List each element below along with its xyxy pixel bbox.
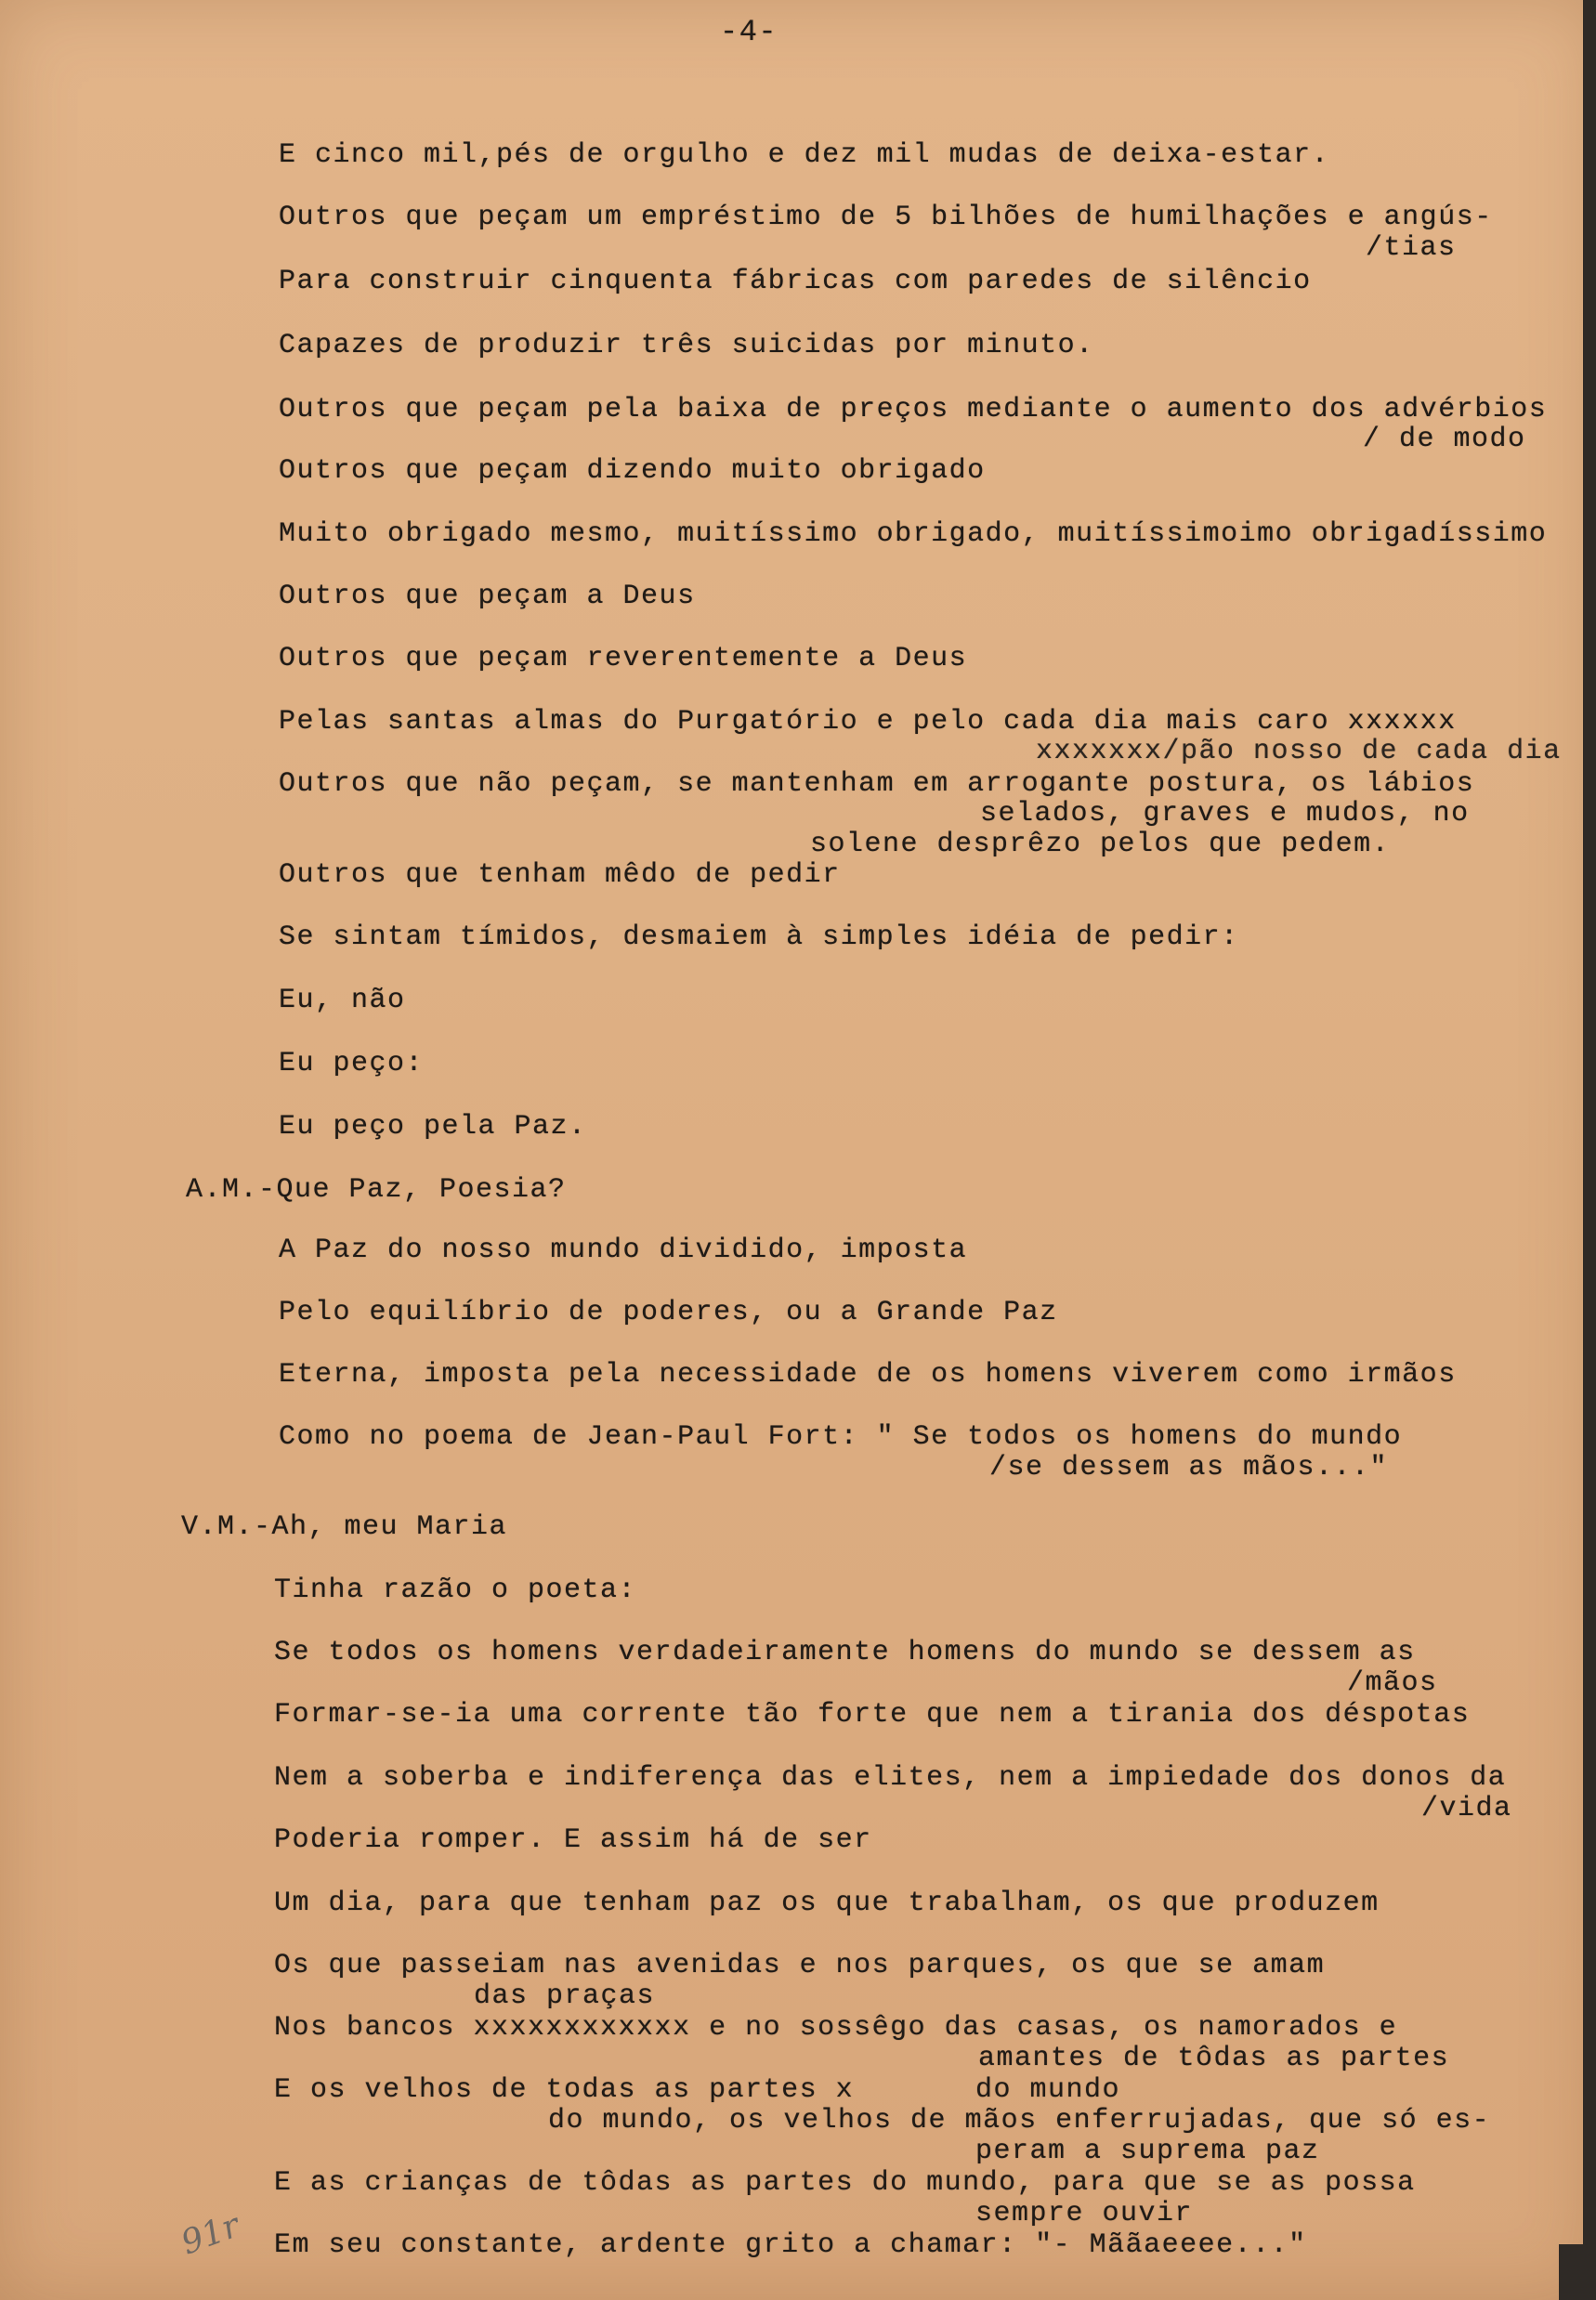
text-line: E os velhos de todas as partes x <box>274 2074 855 2106</box>
text-line: A Paz do nosso mundo dividido, imposta <box>279 1235 968 1266</box>
text-line-continuation: peram a suprema paz <box>975 2136 1320 2167</box>
text-line: Outros que peçam a Deus <box>279 581 696 612</box>
text-line: Capazes de produzir três suicidas por minuto. <box>279 330 1094 361</box>
text-line: Muito obrigado mesmo, muitíssimo obrigado, muitíssimoimo obrigadíssimo <box>279 518 1548 550</box>
text-line: E as crianças de tôdas as partes do mundo, para que se as possa <box>274 2167 1416 2199</box>
text-line: Eu, não <box>279 985 406 1016</box>
text-line: Outros que peçam dizendo muito obrigado <box>279 455 986 487</box>
text-line: Os que passeiam nas avenidas e nos parques, os que se amam <box>274 1950 1326 1981</box>
text-line: Eterna, imposta pela necessidade de os homens viverem como irmãos <box>279 1359 1457 1391</box>
text-line-continuation: do mundo, os velhos de mãos enferrujadas, que só es- <box>548 2105 1491 2137</box>
speaker-line: A.M.-Que Paz, Poesia? <box>186 1174 567 1206</box>
text-line: Como no poema de Jean-Paul Fort: " Se todos os homens do mundo <box>279 1421 1403 1453</box>
text-line-continuation: selados, graves e mudos, no <box>980 798 1470 830</box>
text-line-continuation: xxxxxxx/pão nosso de cada dia <box>1036 736 1562 767</box>
text-line: Poderia romper. E assim há de ser <box>274 1824 872 1856</box>
text-line: Outros que não peçam, se mantenham em arrogante postura, os lábios <box>279 768 1475 800</box>
text-line: Eu peço: <box>279 1048 425 1079</box>
text-line-continuation: /se dessem as mãos..." <box>989 1452 1389 1483</box>
text-line-insertion: do mundo <box>975 2074 1121 2106</box>
page-edge-shadow <box>1583 0 1596 2300</box>
text-line-continuation: /vida <box>1421 1793 1512 1824</box>
text-line: Pelo equilíbrio de poderes, ou a Grande Paz <box>279 1297 1058 1328</box>
text-line-continuation: / de modo <box>1363 424 1526 455</box>
handwritten-folio-note: 91r <box>176 2206 245 2263</box>
text-line: Outros que peçam pela baixa de preços mediante o aumento dos advérbios <box>279 394 1548 425</box>
text-line: Nem a soberba e indiferença das elites, nem a impiedade dos donos da <box>274 1762 1507 1794</box>
text-line: Outros que peçam um empréstimo de 5 bilhões de humilhações e angús- <box>279 202 1493 233</box>
text-line: Se todos os homens verdadeiramente homens do mundo se dessem as <box>274 1637 1416 1668</box>
text-line: Pelas santas almas do Purgatório e pelo cada dia mais caro xxxxxx <box>279 706 1457 738</box>
text-line-continuation: /mãos <box>1347 1667 1438 1699</box>
speaker-line: V.M.-Ah, meu Maria <box>181 1511 508 1543</box>
text-line: Outros que tenham mêdo de pedir <box>279 859 841 891</box>
text-line: Outros que peçam reverentemente a Deus <box>279 643 968 674</box>
text-line: Tinha razão o poeta: <box>274 1575 637 1606</box>
text-line: Eu peço pela Paz. <box>279 1111 587 1143</box>
text-line: Se sintam tímidos, desmaiem à simples idéia de pedir: <box>279 921 1239 953</box>
text-line-continuation: solene desprêzo pelos que pedem. <box>810 829 1391 860</box>
text-line: E cinco mil,pés de orgulho e dez mil mudas de deixa-estar. <box>279 139 1330 171</box>
text-line: Em seu constante, ardente grito a chamar: "- Mããaeeee..." <box>274 2229 1307 2261</box>
page-corner-shadow <box>1559 2244 1596 2300</box>
text-line: Formar-se-ia uma corrente tão forte que nem a tirania dos déspotas <box>274 1699 1471 1731</box>
text-line: Nos bancos xxxxxxxxxxxx e no sossêgo das casas, os namorados e <box>274 2012 1398 2044</box>
text-line-continuation: amantes de tôdas as partes <box>978 2043 1450 2074</box>
text-line: Para construir cinquenta fábricas com paredes de silêncio <box>279 266 1312 297</box>
text-line-continuation: /tias <box>1366 232 1457 264</box>
text-line: Um dia, para que tenham paz os que trabalham, os que produzem <box>274 1888 1380 1919</box>
text-line-insertion: das praças <box>474 1980 656 2012</box>
text-line-continuation: sempre ouvir <box>975 2198 1194 2229</box>
page-number: -4- <box>720 15 778 49</box>
